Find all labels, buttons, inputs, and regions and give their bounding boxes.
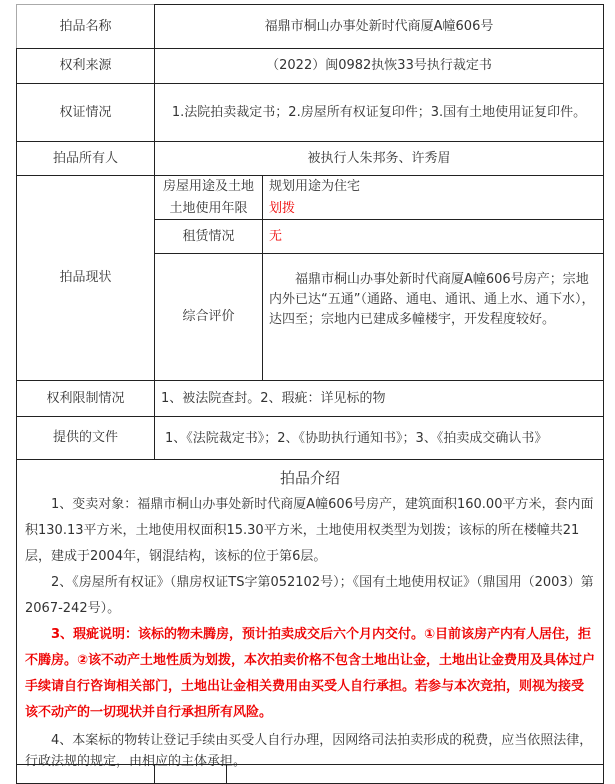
intro-paragraph-4: 4、本案标的物转让登记手续由买受人自行办理，因网络司法拍卖形成的税费，应当依照法律，行政法规的规定，由相应的主体承担。 — [25, 733, 593, 769]
next-row-cell — [154, 764, 227, 784]
land-type-value: 划拨 — [269, 200, 296, 216]
auction-intro — [16, 459, 604, 769]
intro-paragraph-2: 2、《房屋所有权证》（鼎房权证TS字第052102号）；《国有土地使用权证》（鼎国用（2003）第2067-242号）。 — [25, 575, 594, 616]
label-eval: 综合评价 — [154, 253, 263, 381]
label-docs: 提供的文件 — [16, 416, 155, 460]
value-certs: 1.法院拍卖裁定书；2.房屋所有权证复印件；3.国有土地使用证复印件。 — [154, 83, 604, 142]
value-restrict: 1、被法院查封。2、瑕疵：详见标的物 — [154, 380, 604, 417]
value-name: 福鼎市桐山办事处新时代商厦A幢606号 — [154, 4, 604, 49]
label-name: 拍品名称 — [16, 4, 155, 49]
value-eval: 福鼎市桐山办事处新时代商厦A幢606号房产；宗地内外已达“五通”（通路、通电、通讯、通上水、通下水），达四至；宗地内已建成多幢楼宇，开发程度较好。 — [262, 253, 604, 381]
intro-title: 拍品介绍 — [279, 469, 340, 487]
label-status: 拍品现状 — [16, 175, 155, 381]
intro-paragraph-1: 1、变卖对象：福鼎市桐山办事处新时代商厦A幢606号房产，建筑面积160.00平方米，套内面积130.13平方米，土地使用权面积15.30平方米，土地使用权类型为划拨；该标的所在楼幢共21层，建成于2004年，钢混结构，该标的位于第6层。 — [25, 497, 594, 564]
next-row-cell — [16, 764, 155, 784]
value-lease: 无 — [262, 219, 604, 254]
label-restrict: 权利限制情况 — [16, 380, 155, 417]
label-usage: 房屋用途及土地土地使用年限 — [154, 175, 263, 220]
label-source: 权利来源 — [16, 48, 155, 84]
next-row-cell — [226, 764, 604, 784]
value-source: （2022）闽0982执恢33号执行裁定书 — [154, 48, 604, 84]
value-usage — [262, 175, 604, 220]
value-owner: 被执行人朱邦务、许秀眉 — [154, 141, 604, 176]
value-docs: 1、《法院裁定书》；2、《协助执行通知书》；3、《拍卖成交确认书》 — [154, 416, 604, 460]
label-lease: 租赁情况 — [154, 219, 263, 254]
intro-defect-notice: 3、瑕疵说明：该标的物未腾房，预计拍卖成交后六个月内交付。①目前该房产内有人居住，拒不腾房。②该不动产土地性质为划拨，本次拍卖价格不包含土地出让金，土地出让金费用及具体过户手续请自行咨询相关部门，土地出让金相关费用由买受人自行承担。若参与本次竞拍，则视为接受该不动产的一切现状并自行承担所有风险。 — [25, 627, 596, 720]
usage-value: 规划用途为住宅 — [269, 178, 361, 194]
label-owner: 拍品所有人 — [16, 141, 155, 176]
label-certs: 权证情况 — [16, 83, 155, 142]
